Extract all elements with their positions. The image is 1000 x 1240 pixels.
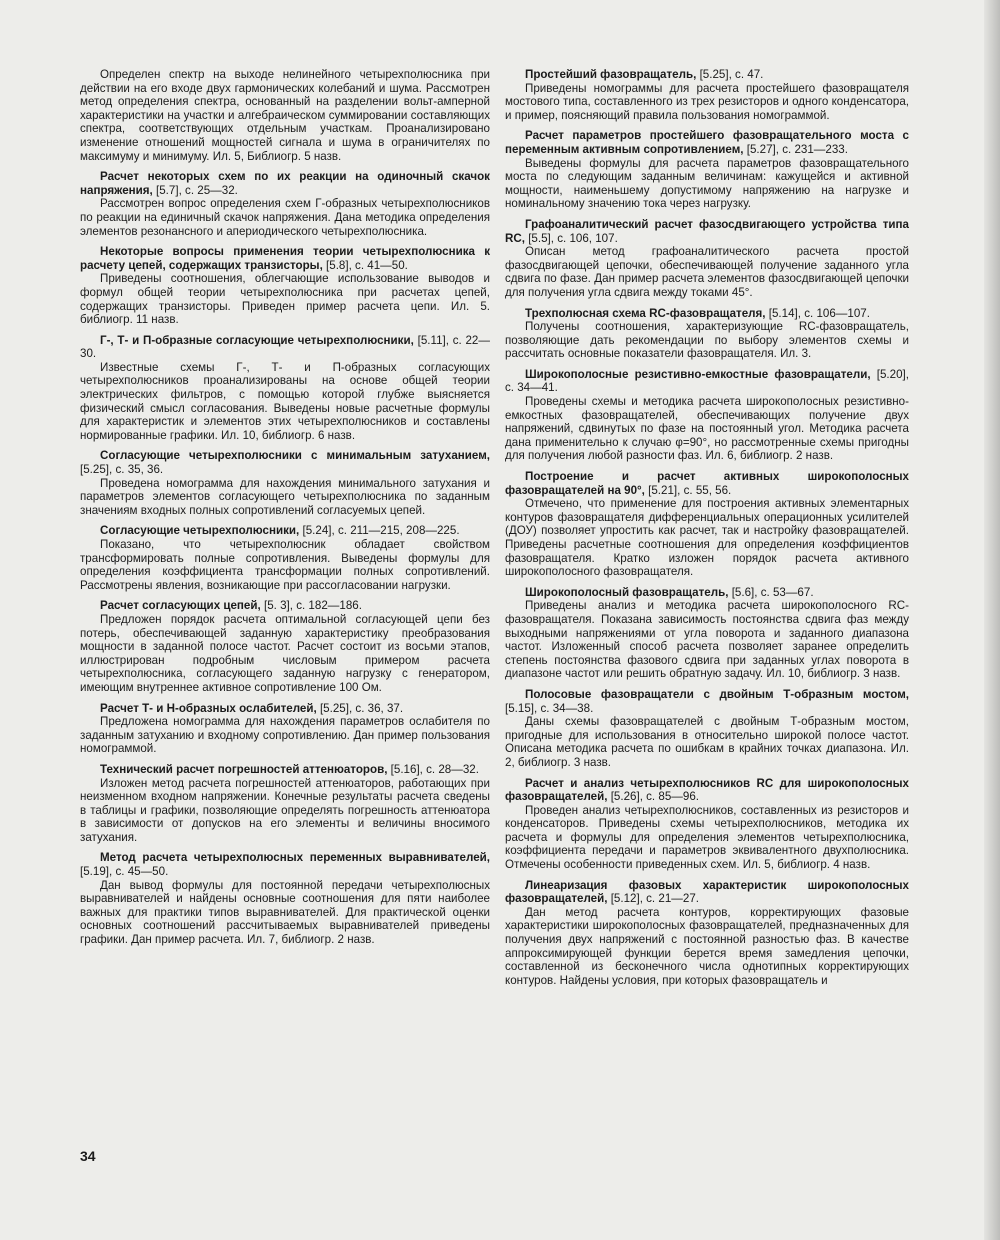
abstract-title: Г-, Т- и П-образные согласующие четырехполюсники, bbox=[100, 333, 414, 347]
abstract-title: Расчет согласующих цепей, bbox=[100, 599, 261, 613]
abstract-reference: [5.15], с. 34—38. bbox=[505, 701, 594, 715]
abstract-entry bbox=[505, 470, 909, 579]
abstract-entry bbox=[505, 307, 909, 361]
abstract-reference: [5.5], с. 106, 107. bbox=[528, 231, 618, 245]
abstract-heading bbox=[505, 218, 909, 245]
abstract-reference: [5.7], с. 25—32. bbox=[156, 183, 238, 197]
abstract-body: Показано, что четырехполюсник обладает свойством трансформировать полные сопротивления. Выведены формулы для определения коэффициента трансформации полных сопротивлений. Рассмотрены явления, возникающие при рассогласовании нагрузки. bbox=[80, 538, 490, 592]
abstract-title: Расчет параметров простейшего фазовращательного моста с переменным активным сопротивлением, bbox=[505, 129, 909, 156]
abstract-entry bbox=[80, 170, 490, 238]
abstract-heading bbox=[505, 777, 909, 804]
abstract-entry bbox=[80, 702, 490, 756]
abstract-body: Отмечено, что применение для построения активных элементарных контуров фазовращателя дифференциальных операционных усилителей (ДОУ) позволяет упростить как расчет, так и настройку фазовращателей. Приведены расчетные соотношения для определения коэффициентов фазовращателя. Кратко изложен порядок расчета активного широкополосного фазовращателя. bbox=[505, 497, 909, 579]
abstract-title: Расчет некоторых схем по их реакции на одиночный скачок напряжения, bbox=[80, 170, 490, 197]
left-column bbox=[80, 68, 490, 954]
abstract-entry bbox=[80, 245, 490, 327]
abstract-reference: [5.25], с. 35, 36. bbox=[80, 463, 164, 477]
abstract-title: Простейший фазовращатель, bbox=[525, 68, 697, 81]
abstract-reference: [5.24], с. 211—215, 208—225. bbox=[302, 524, 460, 538]
abstract-title: Согласующие четырехполюсники с минимальным затуханием, bbox=[100, 449, 490, 463]
abstract-heading bbox=[505, 368, 909, 395]
abstract-heading bbox=[80, 702, 490, 716]
abstract-body: Приведены анализ и методика расчета широкополосного RC-фазовращателя. Показана зависимость постоянства сдвига фаз между выходными напряжениями от угла поворота и заданного диапазона частот. Изложенный способ расчета позволяет заранее определить степень постоянства фазового сдвига при заданных углах поворота в диапазоне частот или решить обратную задачу. Ил. 10, библиогр. 3 назв. bbox=[505, 599, 909, 681]
abstract-body: Изложен метод расчета погрешностей аттенюаторов, работающих при неизменном входном напряжении. Конечные результаты расчета сведены в таблицы и графики, позволяющие определять погрешность аттенюатора в зависимости от допусков на его элементы и величины вносимого затухания. bbox=[80, 776, 490, 844]
abstract-reference: [5.8], с. 41—50. bbox=[326, 258, 408, 272]
abstract-entry bbox=[80, 599, 490, 694]
abstract-title: Расчет и анализ четырехполюсников RC для широкополосных фазовращателей, bbox=[505, 776, 909, 804]
abstract-heading bbox=[505, 470, 909, 497]
abstract-reference: [5. 3], с. 182—186. bbox=[263, 599, 362, 613]
page-number: 34 bbox=[80, 1148, 96, 1164]
abstract-title: Линеаризация фазовых характеристик широкополосных фазовращателей, bbox=[505, 878, 909, 906]
abstract-reference: [5.6], с. 53—67. bbox=[731, 585, 814, 599]
abstract-entry bbox=[505, 688, 909, 770]
abstract-reference: [5.21], с. 55, 56. bbox=[648, 483, 732, 497]
abstract-entry bbox=[80, 851, 490, 946]
abstract-heading bbox=[80, 170, 490, 197]
abstract-title: Согласующие четырехполюсники, bbox=[100, 524, 300, 538]
abstract-title: Некоторые вопросы применения теории четырехполюсника к расчету цепей, содержащих транзисторы, bbox=[80, 245, 490, 272]
abstract-entry bbox=[505, 68, 909, 122]
abstract-heading bbox=[80, 599, 490, 613]
abstract-heading bbox=[80, 334, 490, 361]
abstract-body: Проведен анализ четырехполюсников, составленных из резисторов и конденсаторов. Приведены схемы четырехполюсников, методика их расчета и формулы для определения элементов четырехполюсника, коэффициента передачи и параметров эквивалентного двухполюсника. Отмечены особенности приведенных схем. Ил. 5, библиогр. 4 назв. bbox=[505, 803, 909, 872]
abstract-entry bbox=[505, 879, 909, 988]
abstract-body: Определен спектр на выходе нелинейного четырехполюсника при действии на его входе двух гармонических колебаний и шума. Рассмотрен метод определения спектра, основанный на разделении вольт-амперной характеристики на участки и алгебраическом суммировании составляющих спектра, соответствующих отдельным участкам. Проанализировано изменение отношений мощностей сигнала и шума в ограничителях по максимуму и минимуму. Ил. 5, Библиогр. 5 назв. bbox=[80, 68, 490, 163]
abstract-heading bbox=[505, 129, 909, 156]
abstract-body: Проведены схемы и методика расчета широкополосных резистивно-емкостных фазовращателей, обеспечивающих получение двух напряжений, сдвинутых по фазе на постоянный угол. Методика расчета дана применительно к случаю φ=90°, но рассмотренные схемы пригодны для получения любой разности фаз. Ил. 6, библиогр. 2 назв. bbox=[505, 395, 909, 463]
abstract-body: Получены соотношения, характеризующие RC-фазовращатель, позволяющие дать рекомендации по выбору элементов схемы и рассчитать основные показатели фазовращателя. Ил. 3. bbox=[505, 320, 909, 361]
abstract-body: Приведены соотношения, облегчающие использование выводов и формул общей теории четырехполюсника при расчетах цепей, содержащих транзисторы. Приведен пример расчета цепи. Ил. 5. библиогр. 11 назв. bbox=[80, 272, 490, 327]
abstract-body: Дан вывод формулы для постоянной передачи четырехполюсных выравнивателей и найдены основные соотношения для пяти наиболее важных для практики типов выравнивателей. Для практической оценки основных соотношений рассчитываемых выравнивателей приведены графики. Дан пример расчета. Ил. 7, библиогр. 2 назв. bbox=[80, 878, 490, 947]
abstract-body: Известные схемы Г-, Т- и П-образных согласующих четырехполюсников проанализированы на основе общей теории электрических фильтров, с помощью которой глубже выясняется физический смысл согласования. Выведены новые расчетные формулы для характеристик и элементов этих четырехполюсников и составлены нормированные графики. Ил. 10, библиогр. 6 назв. bbox=[80, 360, 490, 442]
abstract-title: Трехполюсная схема RC-фазовращателя, bbox=[525, 306, 766, 320]
abstract-reference: [5.19], с. 45—50. bbox=[80, 865, 169, 879]
abstract-reference: [5.27], с. 231—233. bbox=[746, 142, 848, 156]
abstract-reference: [5.14], с. 106—107. bbox=[768, 306, 870, 320]
abstract-heading bbox=[505, 307, 909, 321]
abstract-reference: [5.26], с. 85—96. bbox=[610, 790, 699, 804]
abstract-reference: [5.25], с. 47. bbox=[699, 68, 764, 81]
abstract-title: Широкополосные резистивно-емкостные фазовращатели, bbox=[525, 367, 871, 381]
abstract-entry bbox=[505, 777, 909, 872]
abstract-body: Приведены номограммы для расчета простейшего фазовращателя мостового типа, составленного из трех резисторов и одного конденсатора, и пример, поясняющий правила пользования номограммой. bbox=[505, 81, 909, 122]
abstract-body: Рассмотрен вопрос определения схем Г-образных четырехполюсников по реакции на единичный скачок напряжения. Дана методика определения элементов резонансного и апериодического четырехполюсника. bbox=[80, 197, 490, 238]
abstract-body: Описан метод графоаналитического расчета простой фазосдвигающей цепочки, обеспечивающей получение заданного угла сдвига по фазе. Дан пример расчета элементов фазосдвигающей цепочки для получения угла сдвига между токами 45°. bbox=[505, 245, 909, 299]
abstract-title: Графоаналитический расчет фазосдвигающего устройства типа RC, bbox=[505, 217, 909, 245]
abstract-entry bbox=[80, 68, 490, 163]
abstract-reference: [5.16], с. 28—32. bbox=[390, 762, 479, 776]
right-column bbox=[505, 68, 909, 994]
abstract-body: Проведена номограмма для нахождения минимального затухания и параметров элементов согласующего четырехполюсника по заданным значениям входных полных сопротивлений согласуемых цепей. bbox=[80, 476, 490, 517]
abstract-heading bbox=[505, 688, 909, 715]
abstract-entry bbox=[80, 763, 490, 845]
abstract-entry bbox=[80, 449, 490, 517]
abstract-heading bbox=[80, 851, 490, 878]
abstract-reference: [5.25], с. 36, 37. bbox=[319, 701, 404, 715]
abstract-heading bbox=[80, 524, 490, 538]
abstract-heading bbox=[80, 763, 490, 777]
abstract-entry bbox=[505, 218, 909, 300]
abstract-reference: [5.12], с. 21—27. bbox=[610, 892, 699, 906]
abstract-heading bbox=[505, 879, 909, 906]
abstract-body: Выведены формулы для расчета параметров фазовращательного моста по следующим заданным величинам: кажущейся и активной мощности, наименьшему допустимому напряжению на нагрузке и номинальному значению тока через нагрузку. bbox=[505, 156, 909, 211]
abstract-body: Даны схемы фазовращателей с двойным Т-образным мостом, пригодные для использования в относительно широкой полосе частот. Описана методика расчета по ошибкам в крайних точках диапазона. Ил. 2, библиогр. 3 назв. bbox=[505, 715, 909, 769]
abstract-body: Предложена номограмма для нахождения параметров ослабителя по заданным затуханию и входному сопротивлению. Дан пример пользования номограммой. bbox=[80, 715, 490, 756]
abstract-body: Предложен порядок расчета оптимальной согласующей цепи без потерь, обеспечивающей заданную характеристику преобразования мощности в заданной полосе частот. Расчет состоит из восьми этапов, иллюстрирован подробным числовым примером расчета четырехполюсника, согласующего заданную нагрузку с генератором, имеющим внутреннее активное сопротивление 100 Ом. bbox=[80, 612, 490, 694]
abstract-body: Дан метод расчета контуров, корректирующих фазовые характеристики широкополосных фазовращателей, предназначенных для получения двух напряжений с постоянной разностью фаз. В качестве аппроксимирующей функции берется время замедления цепочки, составленной из бесконечного числа однотипных корректирующих контуров. Найдены условия, при которых фазовращатель и bbox=[505, 905, 909, 987]
abstract-heading bbox=[505, 68, 909, 82]
page-edge-shadow bbox=[984, 0, 1000, 1240]
abstract-heading bbox=[80, 245, 490, 272]
abstract-heading bbox=[505, 586, 909, 600]
abstract-title: Построение и расчет активных широкополосных фазовращателей на 90°, bbox=[505, 470, 909, 497]
abstract-entry bbox=[505, 368, 909, 463]
abstract-title: Расчет Т- и Н-образных ослабителей, bbox=[100, 701, 317, 715]
abstract-title: Технический расчет погрешностей аттенюаторов, bbox=[100, 762, 388, 776]
abstract-title: Метод расчета четырехполюсных переменных выравнивателей, bbox=[100, 851, 490, 865]
abstract-heading bbox=[80, 449, 490, 476]
abstract-reference: [5.20], с. 34—41. bbox=[505, 367, 909, 395]
abstract-reference: [5.11], с. 22—30. bbox=[80, 333, 490, 361]
abstract-entry bbox=[505, 129, 909, 211]
abstract-title: Широкополосный фазовращатель, bbox=[525, 585, 729, 599]
abstract-title: Полосовые фазовращатели с двойным Т-образным мостом, bbox=[525, 687, 909, 701]
abstract-entry bbox=[505, 586, 909, 681]
abstract-entry bbox=[80, 524, 490, 592]
abstract-entry bbox=[80, 334, 490, 443]
